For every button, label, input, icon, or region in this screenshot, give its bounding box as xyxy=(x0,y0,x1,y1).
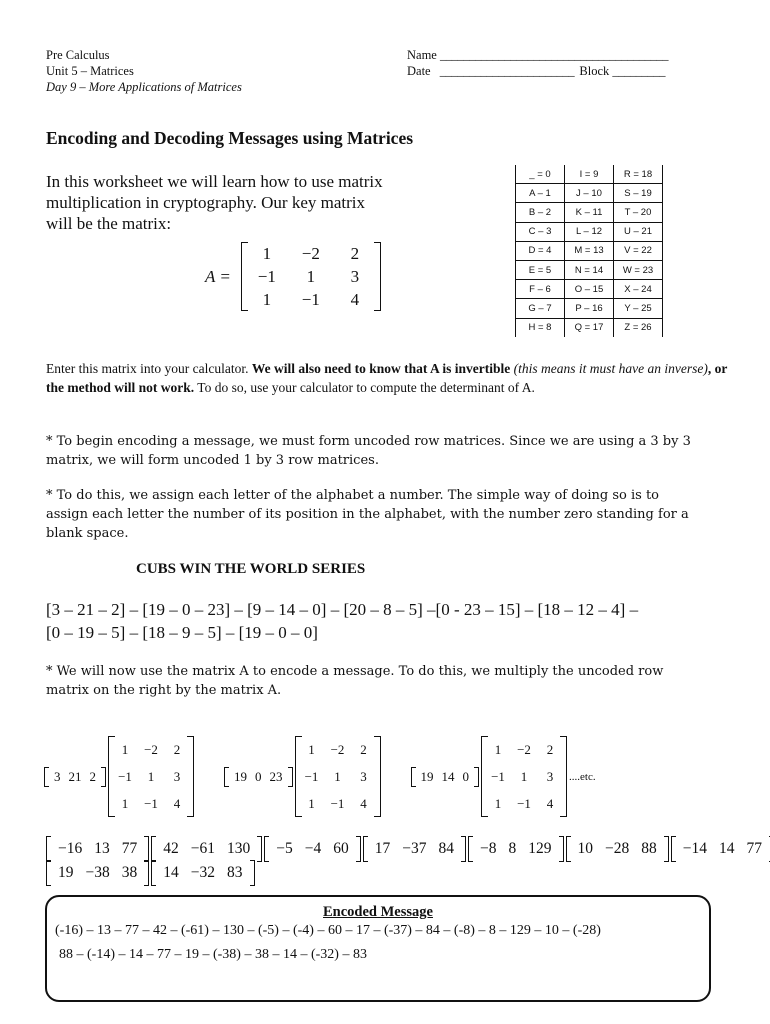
matrix-cell: 1 xyxy=(306,267,316,286)
matrix-cell: 1 xyxy=(334,769,341,784)
vector-entry: −61 xyxy=(190,840,215,857)
vector-entry: 2 xyxy=(89,768,96,784)
key-cell: D = 4 xyxy=(516,241,565,260)
vector-entry: 42 xyxy=(163,840,179,857)
coded-row-vector xyxy=(151,838,262,860)
calc-bold: , or the method will not work. xyxy=(46,361,728,395)
vector-entry: 129 xyxy=(528,840,552,857)
product-example xyxy=(44,736,190,817)
vector-entry: 77 xyxy=(121,840,138,857)
name-field[interactable]: _______________________________________ xyxy=(439,48,669,62)
coded-row-vector xyxy=(566,838,669,860)
coded-row-vector xyxy=(468,838,564,860)
vector-entry: 84 xyxy=(438,840,454,857)
block-field[interactable]: _________ xyxy=(612,64,666,78)
coded-row-vector xyxy=(671,838,770,860)
key-cell: Y – 25 xyxy=(614,299,663,318)
matrix-cell: 3 xyxy=(173,769,181,784)
matrix-cell: −1 xyxy=(304,769,319,784)
key-row xyxy=(516,299,663,318)
matrix-label: A = xyxy=(205,267,231,286)
uncoded-row-vector xyxy=(224,769,293,785)
vector-entry: 19 xyxy=(420,768,434,784)
key-row xyxy=(516,203,663,222)
calc-italic: an inverse) xyxy=(647,361,708,376)
vector-entry: −8 xyxy=(480,840,497,857)
matrix-cell: 1 xyxy=(121,796,129,811)
key-cell: H = 8 xyxy=(516,318,565,337)
matrix-cell: −1 xyxy=(491,769,505,784)
vector-entry: 10 xyxy=(577,840,593,857)
matrix-cell: 1 xyxy=(494,796,502,811)
vector-entry: −4 xyxy=(304,840,322,857)
vector-entry: 77 xyxy=(746,840,762,857)
vector-entry: 17 xyxy=(374,840,391,857)
page-title: Encoding and Decoding Messages using Matrices xyxy=(46,128,414,148)
matrix-cell: 1 xyxy=(308,742,315,757)
matrix-cell: 4 xyxy=(546,796,554,811)
key-cell: A – 1 xyxy=(516,184,565,203)
key-matrix xyxy=(205,242,377,311)
vector-entry: 88 xyxy=(641,840,657,857)
uncoded-line: [0 – 19 – 5] – [18 – 9 – 5] – [19 – 0 – 0] xyxy=(46,623,318,642)
vector-entry: −14 xyxy=(682,840,707,857)
key-row xyxy=(516,318,663,337)
vector-entry: −38 xyxy=(85,864,110,881)
key-cell: T – 20 xyxy=(614,203,663,222)
bullet-line: matrix, we will form uncoded 1 by 3 row matrices. xyxy=(46,453,379,468)
plain-message: CUBS WIN THE WORLD SERIES xyxy=(136,561,366,577)
key-cell: K – 11 xyxy=(565,203,614,222)
bullet-encode xyxy=(46,662,663,700)
vector-entry: 3 xyxy=(54,768,61,784)
vector-entry: 21 xyxy=(68,768,82,784)
matrix-cell: 3 xyxy=(360,769,367,784)
matrix-cell: 4 xyxy=(350,290,360,309)
bullet-line: * We will now use the matrix A to encode a message. To do this, we multiply the uncoded row xyxy=(46,664,664,679)
matrix-cell: −1 xyxy=(301,290,320,309)
vector-entry: 14 xyxy=(441,768,455,784)
date-field[interactable]: _______________________ xyxy=(439,64,575,78)
vector-entry: 38 xyxy=(121,864,138,881)
vector-entry: 14 xyxy=(163,864,179,881)
matrix-cell: −1 xyxy=(330,796,345,811)
calc-bold: We will also need to know that A is invertible xyxy=(251,361,511,376)
key-row xyxy=(516,260,663,279)
matrix-cell: 3 xyxy=(350,267,360,286)
key-row xyxy=(516,241,663,260)
vector-entry: 60 xyxy=(333,840,349,857)
matrix-a-small xyxy=(485,736,563,817)
matrix-cell: −1 xyxy=(517,796,531,811)
vector-entry: 130 xyxy=(227,840,251,857)
vector-entry: 19 xyxy=(58,864,74,881)
vector-entry: 13 xyxy=(94,840,110,857)
bullet-row-matrices xyxy=(46,432,691,470)
uncoded-matrices xyxy=(46,598,638,644)
key-cell: G – 7 xyxy=(516,299,565,318)
matrix-cell: 4 xyxy=(173,796,181,811)
date-row xyxy=(407,63,668,79)
bullet-line: assign each letter the number of its position in the alphabet, with the number zero standing for a xyxy=(46,507,689,522)
key-cell: J – 10 xyxy=(565,184,614,203)
key-row xyxy=(516,222,663,241)
matrix-cell: −2 xyxy=(517,742,531,757)
key-row xyxy=(516,165,663,184)
intro-line: will be the matrix: xyxy=(46,214,172,233)
course-header xyxy=(46,47,242,95)
key-cell: U – 21 xyxy=(614,222,663,241)
key-cell: E = 5 xyxy=(516,260,565,279)
matrix-cell: 4 xyxy=(360,796,367,811)
key-cell: N = 14 xyxy=(565,260,614,279)
product-example xyxy=(224,736,377,817)
matrix-cell: −1 xyxy=(118,769,132,784)
matrix-a-grid xyxy=(245,242,377,311)
key-cell: M = 13 xyxy=(565,241,614,260)
key-cell: X – 24 xyxy=(614,280,663,299)
encoded-title: Encoded Message xyxy=(323,904,433,920)
matrix-cell: −2 xyxy=(144,742,158,757)
block-label: Block xyxy=(579,64,610,78)
matrix-cell: 1 xyxy=(308,796,315,811)
unit-name: Unit 5 – Matrices xyxy=(46,64,134,78)
key-cell: L – 12 xyxy=(565,222,614,241)
matrix-cell: 1 xyxy=(262,244,272,263)
uncoded-row-vector xyxy=(44,769,106,785)
vector-entry: 8 xyxy=(508,840,517,857)
calc-italic: (this means it must have xyxy=(513,361,645,376)
key-cell: C – 3 xyxy=(516,222,565,241)
coded-row-vector xyxy=(363,838,466,860)
vector-entry: −16 xyxy=(58,840,83,857)
intro-line: In this worksheet we will learn how to use matrix xyxy=(46,172,383,191)
vector-entry: −32 xyxy=(190,864,215,881)
intro-text xyxy=(46,171,383,234)
key-row xyxy=(516,184,663,203)
matrix-cell: 1 xyxy=(147,769,155,784)
vector-entry: 83 xyxy=(227,864,243,881)
encoded-message-box xyxy=(45,895,711,1002)
matrix-cell: 2 xyxy=(360,742,367,757)
vector-entry: 19 xyxy=(234,768,247,784)
key-cell: R = 18 xyxy=(614,165,663,184)
matrix-cell: 2 xyxy=(350,244,360,263)
multiplication-examples xyxy=(44,736,596,817)
letter-key-table xyxy=(515,165,663,337)
key-cell: Q = 17 xyxy=(565,318,614,337)
name-row xyxy=(407,47,668,63)
bullet-assign-numbers xyxy=(46,486,689,543)
matrix-a-small xyxy=(112,736,190,817)
key-cell: Z = 26 xyxy=(614,318,663,337)
vector-entry: 14 xyxy=(719,840,735,857)
vector-entry: 0 xyxy=(462,768,469,784)
coded-row-matrices xyxy=(46,838,762,884)
vector-entry: −28 xyxy=(605,840,630,857)
bullet-line: matrix on the right by the matrix A. xyxy=(46,683,282,698)
intro-line: multiplication in cryptography. Our key matrix xyxy=(46,193,365,212)
vector-entry: 0 xyxy=(255,768,262,784)
key-row xyxy=(516,280,663,299)
matrix-cell: −2 xyxy=(330,742,345,757)
bullet-line: * To begin encoding a message, we must form uncoded row matrices. Since we are using a 3 by 3 xyxy=(46,434,691,449)
matrix-cell: 2 xyxy=(546,742,554,757)
day-name: Day 9 – More Applications of Matrices xyxy=(46,80,242,94)
key-cell: P – 16 xyxy=(565,299,614,318)
student-info xyxy=(407,47,668,79)
coded-line xyxy=(46,862,746,884)
key-cell: S – 19 xyxy=(614,184,663,203)
matrix-cell: −1 xyxy=(257,267,276,286)
matrix-cell: 1 xyxy=(494,742,502,757)
coded-row-vector xyxy=(46,862,149,884)
matrix-cell: −1 xyxy=(144,796,158,811)
vector-entry: −5 xyxy=(276,840,293,857)
calculator-instructions xyxy=(46,359,736,397)
coded-row-vector xyxy=(151,862,254,884)
matrix-cell: −2 xyxy=(301,244,320,263)
bullet-line: * To do this, we assign each letter of the alphabet a number. The simple way of doing so is to xyxy=(46,488,659,503)
name-label: Name xyxy=(407,48,437,62)
matrix-a-small xyxy=(299,736,377,817)
calc-text: To do so, use your calculator to compute the determinant of A. xyxy=(197,380,535,395)
encoded-line: 88 – (-14) – 14 – 77 – 19 – (-38) – 38 – 14 – (-32) – 83 xyxy=(59,947,367,962)
matrix-cell: 1 xyxy=(121,742,129,757)
vector-entry: −37 xyxy=(402,840,427,857)
key-cell: B – 2 xyxy=(516,203,565,222)
matrix-cell: 3 xyxy=(546,769,554,784)
uncoded-line: [3 – 21 – 2] – [19 – 0 – 23] – [9 – 14 – 0] – [20 – 8 – 5] –[0 - 23 – 15] – [18 – 12 – 4] – xyxy=(46,600,639,619)
encoded-line: (-16) – 13 – 77 – 42 – (-61) – 130 – (-5) – (-4) – 60 – 17 – (-37) – 84 – (-8) – 8 – 129 – 10 – (-28) xyxy=(55,923,601,938)
coded-row-vector xyxy=(264,838,361,860)
key-cell: W = 23 xyxy=(614,260,663,279)
matrix-cell: 1 xyxy=(262,290,272,309)
key-cell: V = 22 xyxy=(614,241,663,260)
bullet-line: blank space. xyxy=(46,526,129,541)
matrix-cell: 1 xyxy=(520,769,528,784)
coded-line xyxy=(46,838,762,860)
key-cell: I = 9 xyxy=(565,165,614,184)
etc-note: ....etc. xyxy=(569,770,596,783)
key-cell: O – 15 xyxy=(565,280,614,299)
vector-entry: 23 xyxy=(269,768,283,784)
matrix-cell: 2 xyxy=(173,742,181,757)
key-cell: _ = 0 xyxy=(516,165,565,184)
product-example xyxy=(411,736,564,817)
date-label: Date xyxy=(407,64,431,78)
calc-text: Enter this matrix into your calculator. xyxy=(46,361,249,376)
coded-row-vector xyxy=(46,838,149,860)
uncoded-row-vector xyxy=(411,769,480,785)
key-cell: F – 6 xyxy=(516,280,565,299)
course-name: Pre Calculus xyxy=(46,48,110,62)
